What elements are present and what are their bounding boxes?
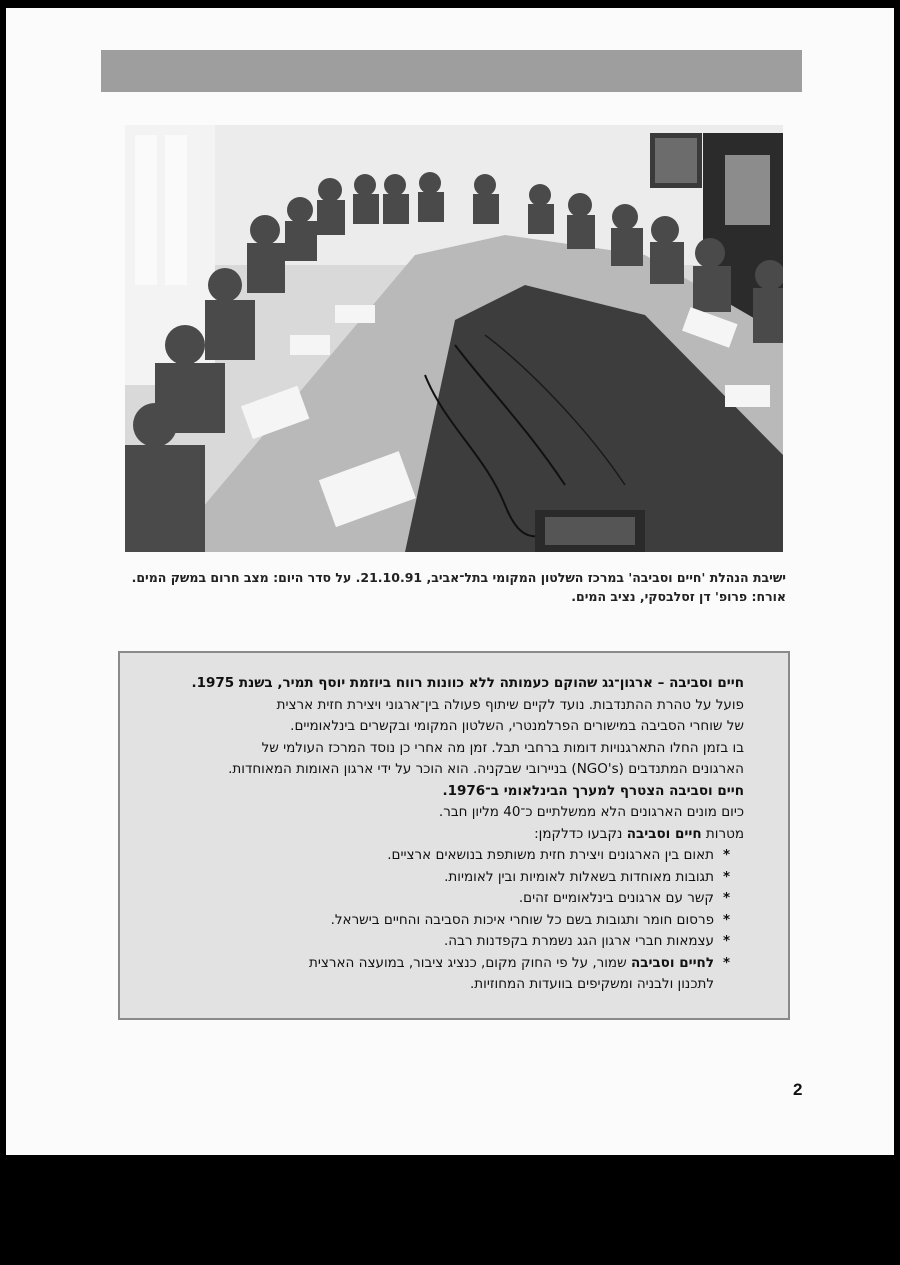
bullet-mark: * bbox=[722, 911, 730, 928]
info-line-8 bbox=[144, 824, 744, 846]
caption-suffix: ' במרכז השלטון המקומי בתל־אביב, 21.10.91. על סדר היום: מצב חרום במשק המים. bbox=[131, 570, 633, 585]
goal-item bbox=[144, 845, 730, 867]
info-line-5: הארגונים המתנדבים (NGO's) בניירובי שבקניה. הוא הוכר על ידי ארגון האומות המאוחדות. bbox=[228, 761, 744, 777]
caption-prefix: ישיבת הנהלת ' bbox=[701, 570, 786, 585]
info-line-1-text: – ארגון־גג שהוקם כעמותה ללא כוונות רווח ביוזמת יוסף תמיר, בשנת 1975. bbox=[191, 675, 670, 691]
org-name: לחיים וסביבה bbox=[630, 954, 714, 971]
info-line-6-text: הצטרף למערך הבינלאומי ב־1976. bbox=[442, 782, 670, 799]
goal-text: קשר עם ארגונים בינלאומיים זהים. bbox=[518, 890, 714, 906]
info-line-4: בו בזמן החלו התארגנויות דומות ברחבי תבל. זמן מה אחרי כן נוסד המרכז העולמי של bbox=[261, 739, 744, 756]
goals-intro-prefix: מטרות bbox=[701, 825, 744, 842]
goal-text: שמור, על פי החוק מקום, כנציג ציבור, במועצה הארצית bbox=[309, 954, 631, 971]
info-line-2: פועל על טהרת ההתנדבות. נועד לקיים שיתוף פעולה בין־ארגוני ויצירת חזית ארצית bbox=[276, 696, 744, 713]
goal-text: עצמאות חברי ארגון הגג נשמרת בקפדנות רבה. bbox=[443, 933, 714, 949]
goal-item bbox=[144, 931, 730, 953]
info-text bbox=[144, 673, 744, 996]
goal-item bbox=[144, 910, 730, 932]
document-page bbox=[6, 8, 894, 1155]
goals-list bbox=[144, 845, 744, 996]
info-line-6 bbox=[144, 781, 744, 803]
bullet-mark: * bbox=[722, 954, 730, 971]
goal-item bbox=[144, 867, 730, 889]
org-name: חיים וסביבה bbox=[626, 825, 702, 842]
bullet-mark: * bbox=[722, 847, 730, 863]
info-line-1 bbox=[144, 673, 744, 695]
goal-text-continued: לתכנון ולבניה ומשקיפים בוועדות המחוזיות. bbox=[470, 976, 714, 992]
page-number: 2 bbox=[793, 1080, 803, 1099]
goal-text: פרסום חומר ותגובות בשם כל שוחרי איכות הסביבה והחיים בישראל. bbox=[330, 911, 714, 928]
photo-caption bbox=[126, 568, 786, 606]
goal-item bbox=[144, 953, 730, 996]
goal-item bbox=[144, 888, 730, 910]
bullet-mark: * bbox=[722, 933, 730, 949]
goal-text: תאום בין הארגונים ויצירת חזית משותפת בנושאים ארציים. bbox=[387, 847, 714, 863]
caption-org-name: חיים וסביבה bbox=[632, 570, 702, 585]
bullet-mark: * bbox=[722, 868, 730, 885]
goal-text: תגובות מאוחדות בשאלות לאומיות ובין לאומיות. bbox=[444, 868, 714, 885]
header-band bbox=[101, 50, 802, 92]
info-box bbox=[118, 651, 790, 1020]
bullet-mark: * bbox=[722, 890, 730, 906]
info-line-3: של שוחרי הסביבה במישורים הפרלמנטרי, השלטון המקומי ובקשרים בינלאומיים. bbox=[290, 718, 744, 734]
meeting-photo bbox=[125, 125, 783, 552]
goals-intro-suffix: נקבעו כדלקמן: bbox=[534, 825, 627, 842]
caption-line-1 bbox=[126, 568, 786, 587]
caption-line-2: אורח: פרופ' דן זסלבסקי, נציב המים. bbox=[571, 589, 786, 604]
org-name: חיים וסביבה bbox=[669, 675, 744, 691]
org-name: חיים וסביבה bbox=[669, 782, 744, 799]
info-line-7: כיום מונים הארגונים הלא ממשלתיים כ־40 מליון חבר. bbox=[438, 804, 744, 820]
